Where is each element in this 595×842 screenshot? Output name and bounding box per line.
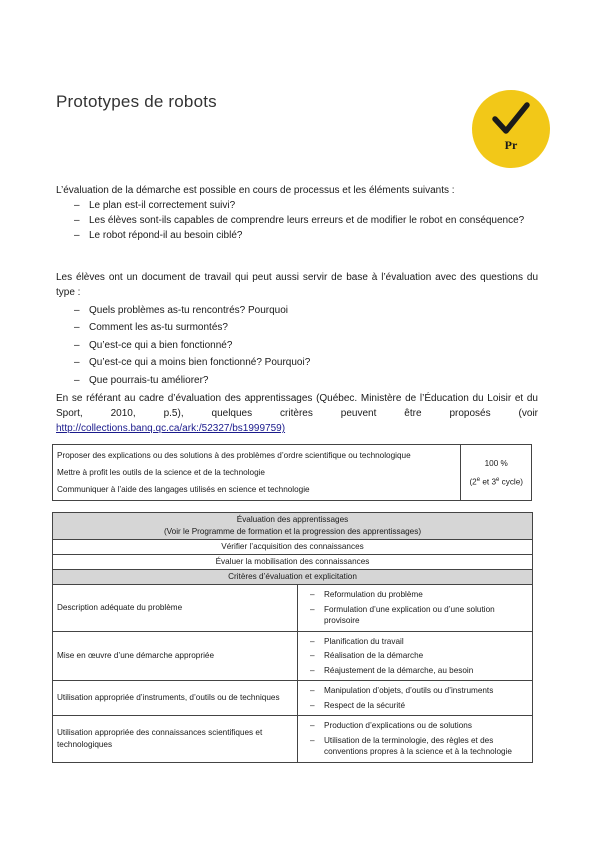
criterion-name: Utilisation appropriée des connaissances scientifiques et technologiques (53, 716, 298, 763)
criterion-details (298, 585, 533, 632)
list-item: – Le plan est-il correctement suivi? (56, 198, 538, 213)
evaluation-list (56, 198, 538, 243)
list-item: – Réajustement de la démarche, au besoin (302, 665, 528, 677)
table-row (53, 585, 533, 632)
criterion-name: Mise en œuvre d’une démarche appropriée (53, 631, 298, 681)
checkmark-icon (492, 102, 530, 136)
competencies-cell (53, 445, 461, 501)
weight-percent: 100 % (484, 458, 508, 468)
list-item: – Réalisation de la démarche (302, 650, 528, 662)
questions-list (56, 303, 538, 388)
evaluation-table (52, 512, 533, 763)
knowledge-mobilization-row: Évaluer la mobilisation des connaissances (53, 555, 533, 570)
evaluation-paragraph (56, 183, 538, 243)
reference-text: En se référant au cadre d’évaluation des apprentissages (Québec. Ministère de l’Éducation du Loisir et du Sport, 2010, p.5), quelques critères peuvent être proposés (voir (56, 393, 538, 419)
questions-paragraph (56, 270, 538, 388)
status-badge (472, 90, 550, 168)
table-row (53, 681, 533, 716)
list-item: – Utilisation de la terminologie, des règles et des conventions propres à la science et à la technologie (302, 735, 528, 758)
table-row (53, 716, 533, 763)
criterion-name: Description adéquate du problème (53, 585, 298, 632)
list-item: – Reformulation du problème (302, 589, 528, 601)
criterion-details (298, 681, 533, 716)
list-item: – Production d’explications ou de solutions (302, 720, 528, 732)
competency-row: Proposer des explications ou des solutions à des problèmes d’ordre scientifique ou technologique (57, 451, 411, 460)
list-item: – Les élèves sont-ils capables de comprendre leurs erreurs et de modifier le robot en conséquence? (56, 213, 538, 228)
list-item: – Planification du travail (302, 636, 528, 648)
evaluation-header (53, 513, 533, 540)
list-item: – Qu’est-ce qui a bien fonctionné? (56, 338, 538, 353)
evaluation-intro: L’évaluation de la démarche est possible en cours de processus et les éléments suivants : (56, 185, 455, 196)
header-subtitle: (Voir le Programme de formation et la progression des apprentissages) (163, 527, 422, 536)
list-item: – Quels problèmes as-tu rencontrés? Pourquoi (56, 303, 538, 318)
table-row (53, 631, 533, 681)
page-title: Prototypes de robots (56, 92, 217, 111)
knowledge-acquisition-row: Vérifier l’acquisition des connaissances (53, 540, 533, 555)
list-item: – Respect de la sécurité (302, 700, 528, 712)
list-item: – Manipulation d’objets, d’outils ou d’instruments (302, 685, 528, 697)
header-title: Évaluation des apprentissages (236, 515, 349, 524)
badge-label: Pr (504, 138, 518, 152)
reference-link[interactable]: http://collections.banq.qc.ca/ark:/52327/bs1999759) (56, 423, 286, 434)
reference-paragraph (56, 391, 538, 436)
criteria-header: Critères d’évaluation et explicitation (53, 570, 533, 585)
competencies-table (52, 444, 532, 501)
criterion-name: Utilisation appropriée d’instruments, d’outils ou de techniques (53, 681, 298, 716)
questions-intro: Les élèves ont un document de travail qui peut aussi servir de base à l’évaluation avec des questions du type : (56, 272, 538, 298)
competency-row: Communiquer à l’aide des langages utilisés en science et technologie (57, 485, 310, 494)
criterion-details (298, 631, 533, 681)
list-item: – Que pourrais-tu améliorer? (56, 373, 538, 388)
list-item: – Comment les as-tu surmontés? (56, 320, 538, 335)
list-item: – Formulation d’une explication ou d’une solution provisoire (302, 604, 528, 627)
list-item: – Qu’est-ce qui a moins bien fonctionné? Pourquoi? (56, 355, 538, 370)
weight-cell (461, 445, 532, 501)
competency-row: Mettre à profit les outils de la science et de la technologie (57, 468, 265, 477)
cycle-label: (2e et 3e cycle) (469, 476, 524, 487)
criterion-details (298, 716, 533, 763)
list-item: – Le robot répond-il au besoin ciblé? (56, 228, 538, 243)
